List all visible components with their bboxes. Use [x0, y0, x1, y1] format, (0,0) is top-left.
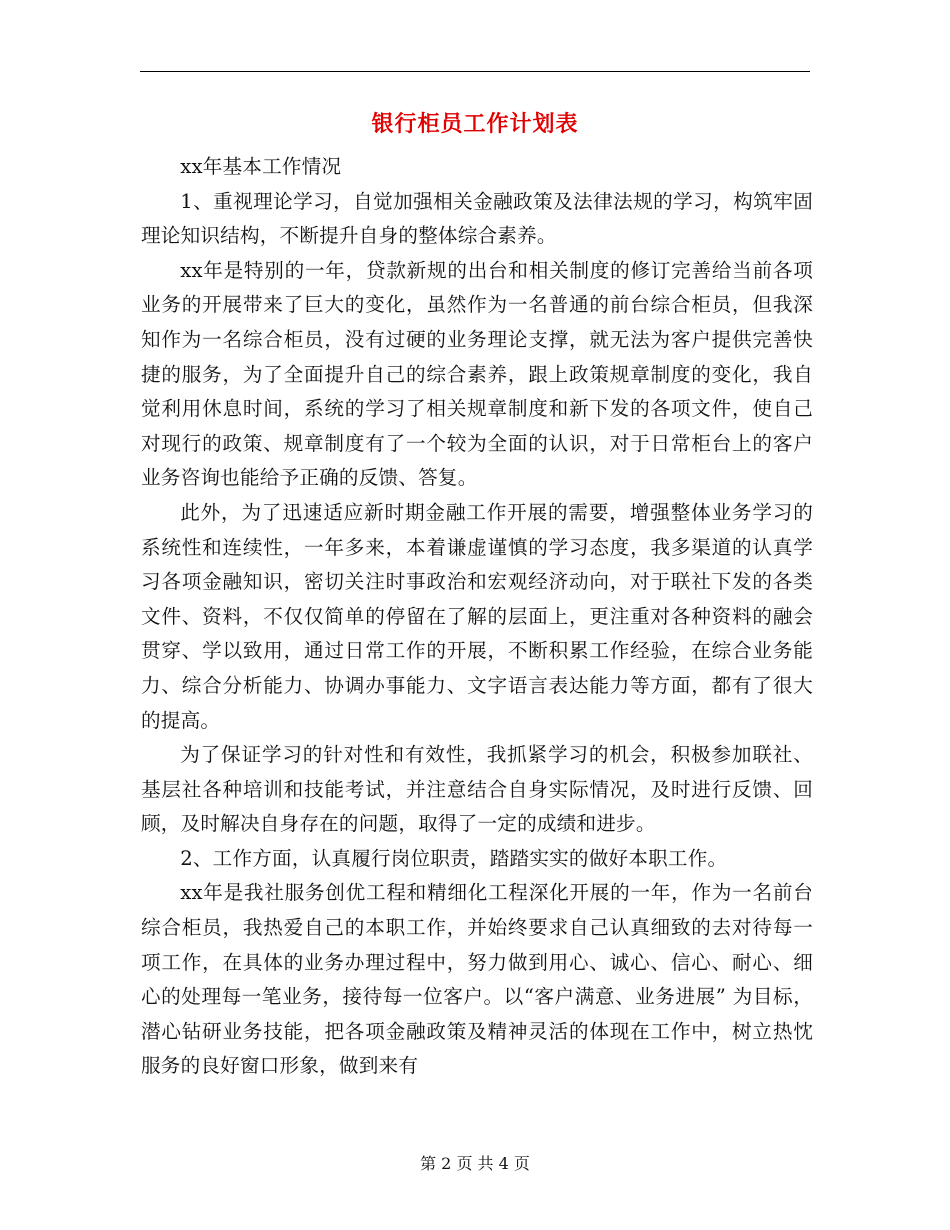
page-footer — [140, 1152, 810, 1176]
paragraph-training: 为了保证学习的针对性和有效性，我抓紧学习的机会，积极参加联社、基层社各种培训和技能考试，并注意结合自身实际情况，及时进行反馈、回顾，及时解决自身存在的问题，取得了一定的成绩和进步。 — [141, 743, 813, 836]
paragraph-section-heading: xx年基本工作情况 — [180, 155, 342, 178]
document-title: 银行柜员工作计划表 — [371, 111, 579, 137]
paragraph-financial-knowledge: 此外，为了迅速适应新时期金融工作开展的需要，增强整体业务学习的系统性和连续性，一年多来，本着谦虚谨慎的学习态度，我多渠道的认真学习各项金融知识，密切关注时事政治和宏观经济动向，对于联社下发的各类文件、资料，不仅仅简单的停留在了解的层面上，更注重对各种资料的融会贯穿、学以致用，通过日常工作的开展，不断积累工作经验，在综合业务能力、综合分析能力、协调办事能力、文字语言表达能力等方面，都有了很大的提高。 — [141, 500, 813, 732]
paragraph-service-excellence: xx年是我社服务创优工程和精细化工程深化开展的一年，作为一名前台综合柜员，我热爱自己的本职工作，并始终要求自己认真细致的去对待每一项工作，在具体的业务办理过程中，努力做到用心、诚心、信心、耐心、细心的处理每一笔业务，接待每一位客户。以“客户满意、业务进展” 为目标，潜心钻研业务技能，把各项金融政策及精神灵活的体现在工作中，树立热忱服务的良好窗口形象，做到来有 — [141, 881, 813, 1078]
paragraph-theory-study: 1、重视理论学习，自觉加强相关金融政策及法律法规的学习，构筑牢固理论知识结构，不断提升自身的整体综合素养。 — [141, 189, 813, 248]
document-body — [141, 150, 813, 1084]
page-number-label: 第 2 页 共 4 页 — [420, 1154, 530, 1173]
paragraph-new-regulations: xx年是特别的一年，贷款新规的出台和相关制度的修订完善给当前各项业务的开展带来了巨大的变化，虽然作为一名普通的前台综合柜员，但我深知作为一名综合柜员，没有过硬的业务理论支撑，就无法为客户提供完善快捷的服务，为了全面提升自己的综合素养，跟上政策规章制度的变化，我自觉利用休息时间，系统的学习了相关规章制度和新下发的各项文件，使自己对现行的政策、规章制度有了一个较为全面的认识，对于日常柜台上的客户业务咨询也能给予正确的反馈、答复。 — [141, 258, 813, 490]
header-rule — [140, 71, 810, 72]
paragraph-work-duties: 2、工作方面，认真履行岗位职责，踏踏实实的做好本职工作。 — [180, 846, 728, 870]
